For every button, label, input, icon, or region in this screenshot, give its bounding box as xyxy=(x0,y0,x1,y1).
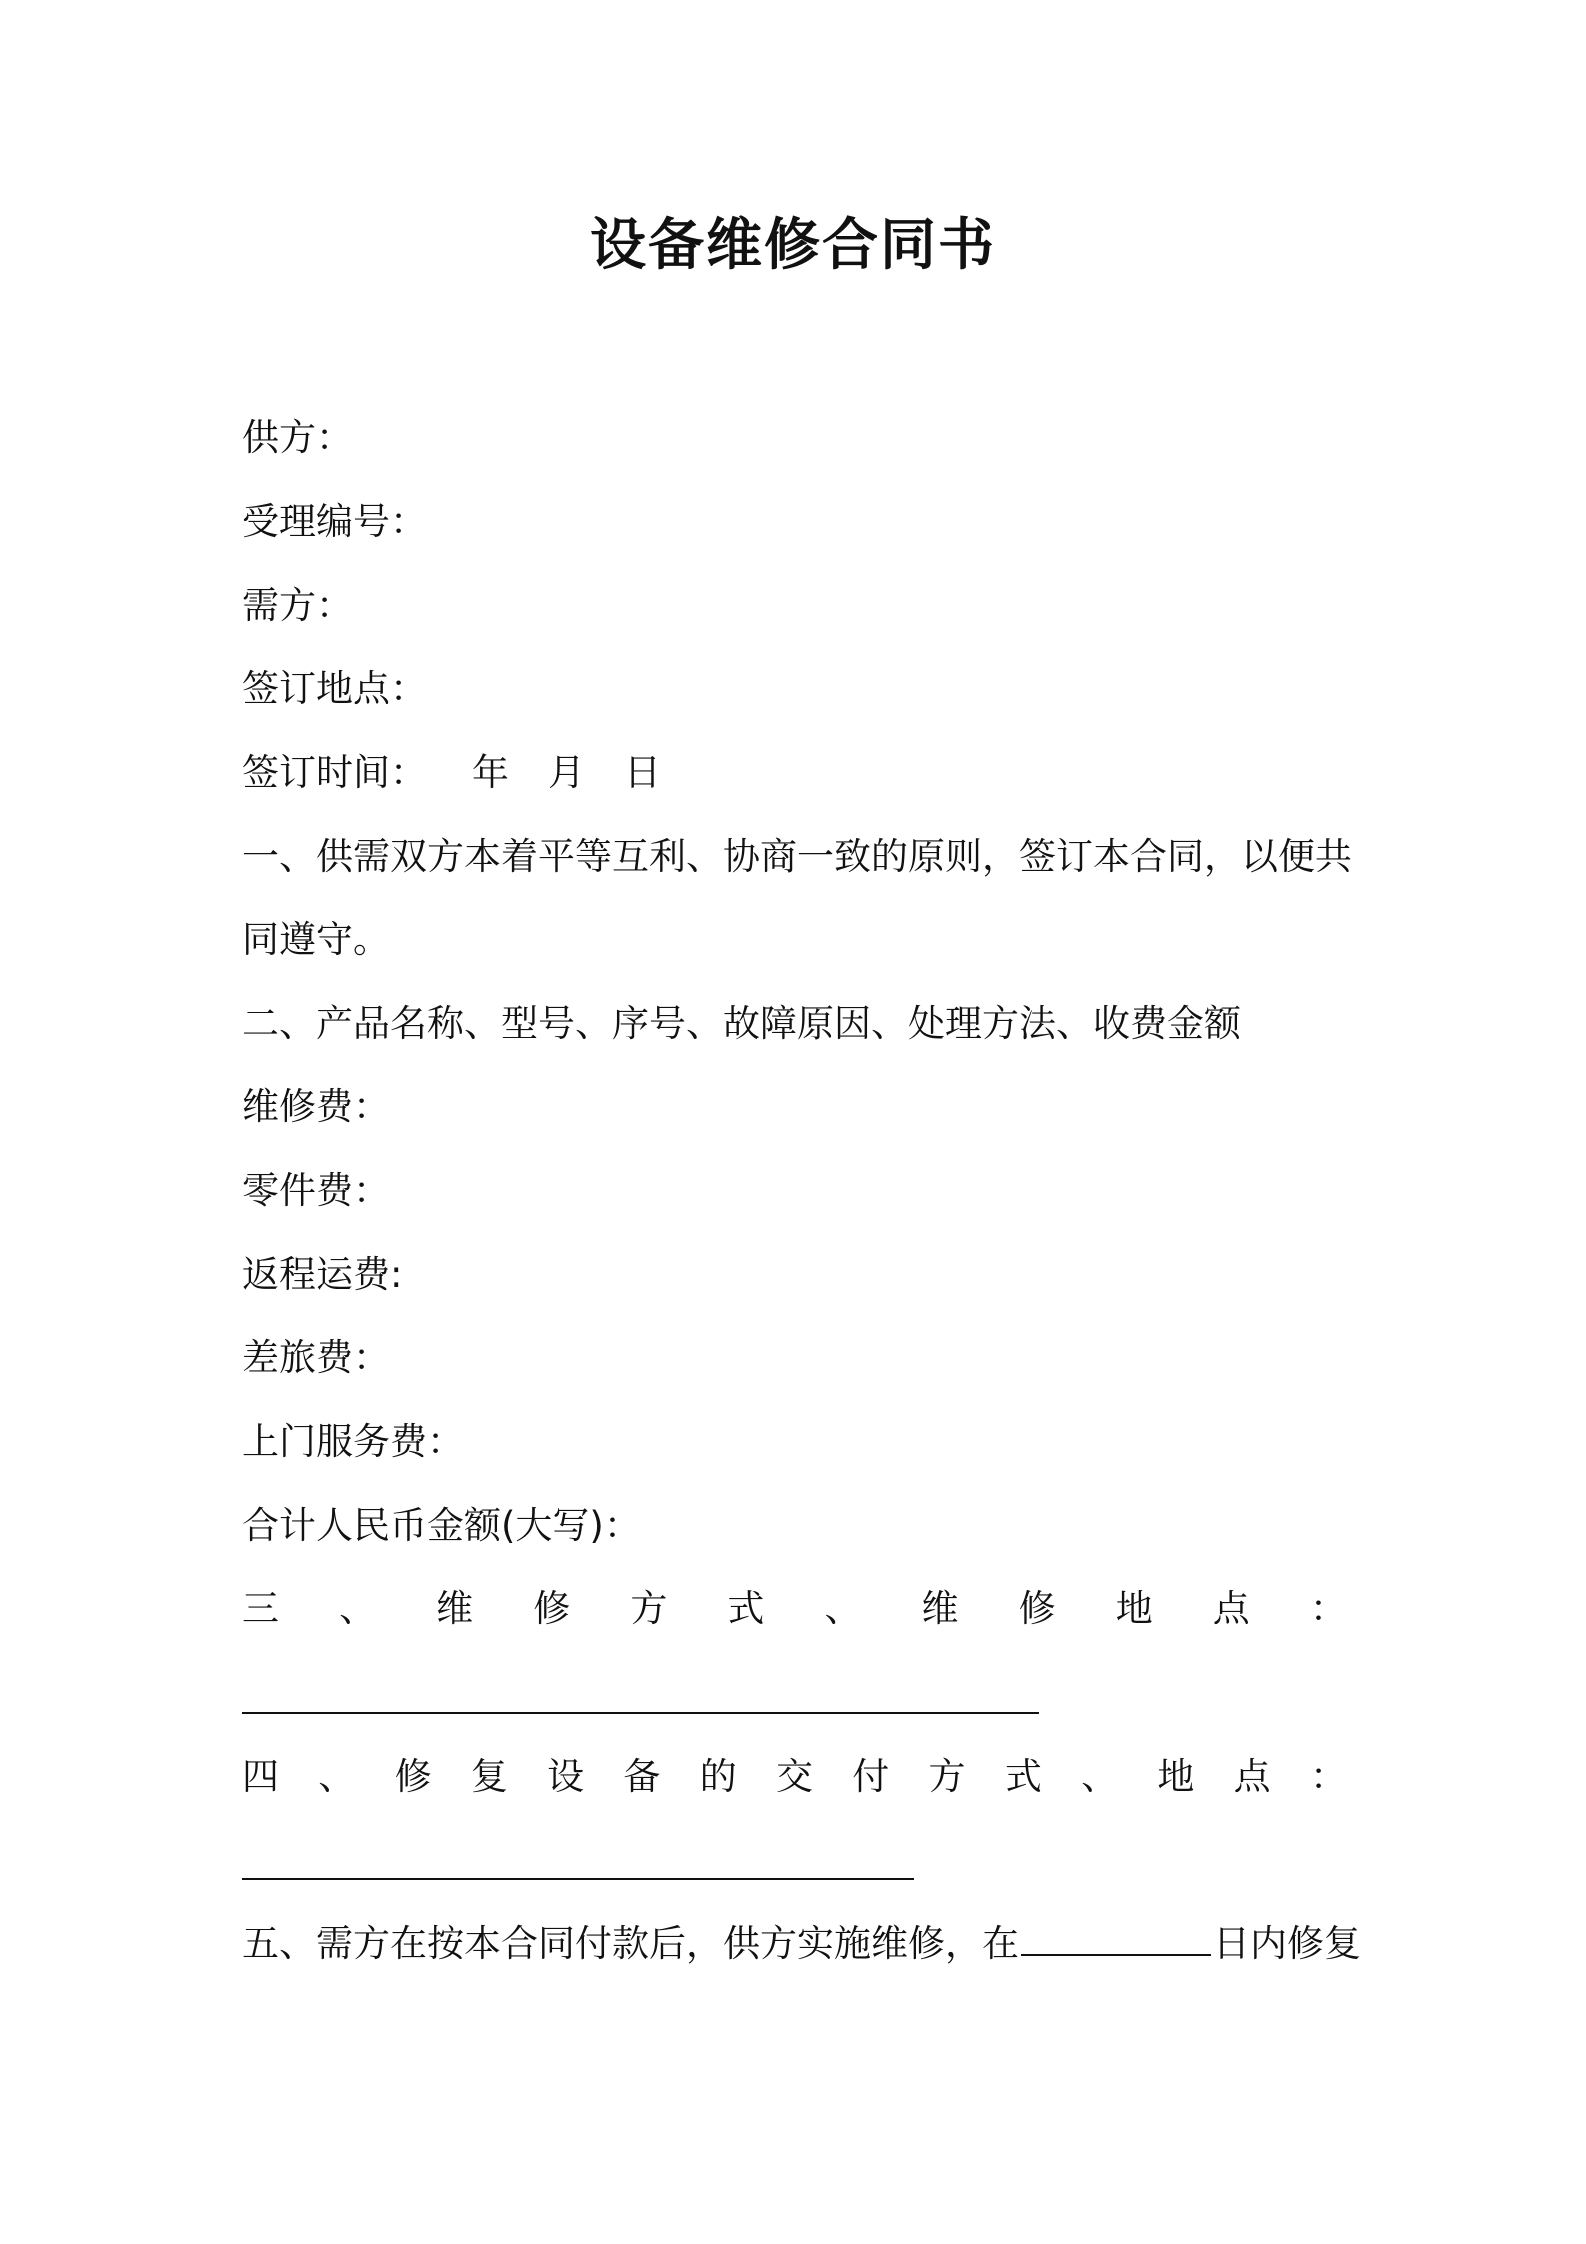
total-rmb-field: 合计人民币金额(大写)： xyxy=(242,1504,641,1547)
clause-3-char: 地 xyxy=(1115,1587,1153,1630)
clause-4-char: 、 xyxy=(1081,1755,1119,1798)
clause-3-char: ： xyxy=(1309,1587,1347,1630)
clause-3-char: 维 xyxy=(921,1587,959,1630)
clause-3-char: 修 xyxy=(533,1587,571,1630)
clause-3-char: 、 xyxy=(339,1587,377,1630)
clause-3-char: 维 xyxy=(436,1587,474,1630)
parts-fee-field: 零件费： xyxy=(242,1169,390,1212)
clause-4-char: 的 xyxy=(699,1755,737,1798)
clause-3-char: 点 xyxy=(1212,1587,1250,1630)
sign-time-year: 年 xyxy=(472,751,509,794)
travel-fee-field: 差旅费： xyxy=(242,1336,390,1379)
clause-4 xyxy=(242,1751,1347,1803)
clause-4-char: 修 xyxy=(394,1755,432,1798)
clause-4-char: 付 xyxy=(852,1755,890,1798)
clause-4-char: 方 xyxy=(928,1755,966,1798)
clause-4-char: 式 xyxy=(1004,1755,1042,1798)
clause-4-char: 复 xyxy=(470,1755,508,1798)
sign-time-day: 日 xyxy=(624,751,661,794)
clause-4-char: 点 xyxy=(1233,1755,1271,1798)
clause-4-char: 四 xyxy=(242,1755,279,1798)
clause-1-line-2: 同遵守。 xyxy=(242,918,390,961)
sign-time-field xyxy=(242,747,661,799)
document-title: 设备维修合同书 xyxy=(590,213,996,278)
acceptance-no-field: 受理编号： xyxy=(242,500,427,543)
clause-4-char: 备 xyxy=(623,1755,661,1798)
sign-time-month: 月 xyxy=(548,751,585,794)
buyer-field: 需方： xyxy=(242,584,353,627)
repair-fee-field: 维修费： xyxy=(242,1085,390,1128)
sign-time-label: 签订时间： xyxy=(242,751,427,794)
sign-place-field: 签订地点： xyxy=(242,667,427,710)
clause-3 xyxy=(242,1583,1347,1635)
clause-5-days-blank xyxy=(1021,1924,1211,1956)
clause-1-line-1: 一、供需双方本着平等互利、协商一致的原则，签订本合同，以便共 xyxy=(242,835,1352,878)
clause-2: 二、产品名称、型号、序号、故障原因、处理方法、收费金额 xyxy=(242,1002,1241,1045)
clause-3-char: 方 xyxy=(630,1587,668,1630)
clause-4-blank-line xyxy=(242,1878,914,1880)
clause-4-char: 地 xyxy=(1157,1755,1195,1798)
clause-5-prefix: 五、需方在按本合同付款后，供方实施维修，在 xyxy=(242,1922,1019,1965)
clause-4-char: ： xyxy=(1309,1755,1347,1798)
clause-3-char: 、 xyxy=(824,1587,862,1630)
clause-5 xyxy=(242,1918,1361,1970)
onsite-service-fee-field: 上门服务费： xyxy=(242,1420,464,1463)
clause-4-char: 交 xyxy=(775,1755,813,1798)
clause-3-blank-line xyxy=(242,1712,1039,1714)
clause-3-char: 式 xyxy=(727,1587,765,1630)
clause-5-suffix: 日内修复 xyxy=(1213,1922,1361,1965)
supplier-field: 供方： xyxy=(242,416,353,459)
return-freight-field: 返程运费: xyxy=(242,1253,403,1296)
clause-3-char: 三 xyxy=(242,1587,279,1630)
clause-4-char: 、 xyxy=(318,1755,356,1798)
clause-4-char: 设 xyxy=(547,1755,585,1798)
clause-3-char: 修 xyxy=(1018,1587,1056,1630)
